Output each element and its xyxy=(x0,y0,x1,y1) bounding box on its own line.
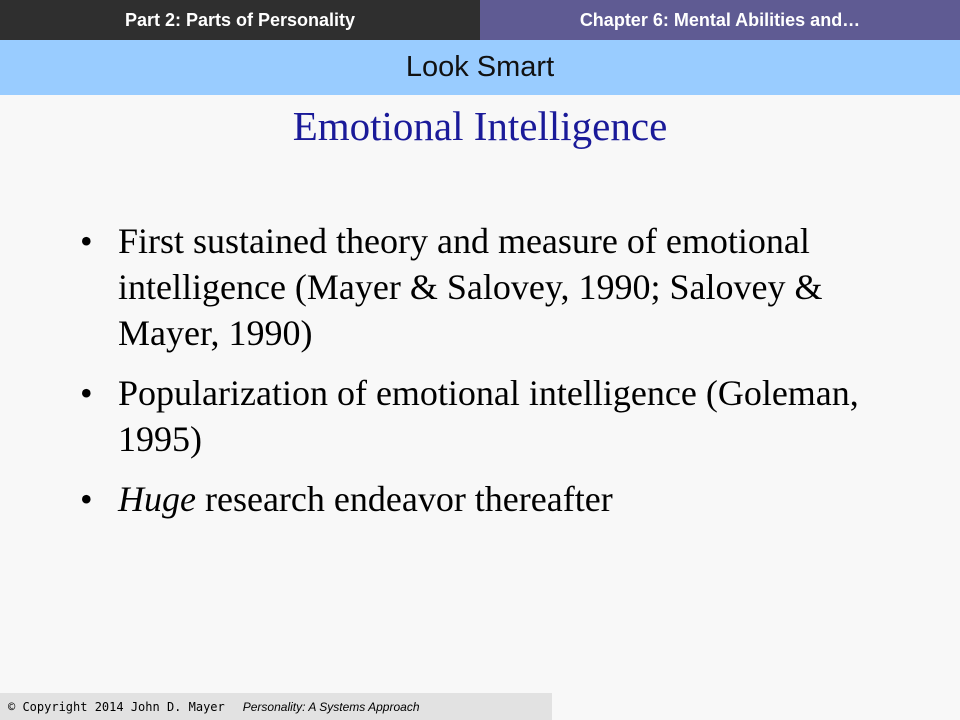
bullet-item-research xyxy=(80,476,880,522)
bullet-marker: • xyxy=(80,479,93,519)
bullet-text: Popularization of emotional intelligence (Goleman, 1995) xyxy=(118,373,859,459)
bullet-text: First sustained theory and measure of emotional intelligence (Mayer & Salovey, 1990; Salovey & Mayer, 1990) xyxy=(118,221,823,353)
chapter-label: Chapter 6: Mental Abilities and… xyxy=(480,0,960,40)
header-bar xyxy=(0,0,960,40)
bullet-marker: • xyxy=(80,221,93,261)
bullet-item-popularization xyxy=(80,370,880,462)
bullet-text: research endeavor thereafter xyxy=(195,479,613,519)
slide-title: Emotional Intelligence xyxy=(292,103,668,149)
copyright-text: © Copyright 2014 John D. Mayer xyxy=(8,699,225,714)
bullet-item-theory xyxy=(80,218,880,356)
bullet-marker: • xyxy=(80,373,93,413)
part-label: Part 2: Parts of Personality xyxy=(0,0,480,40)
section-label: Look Smart xyxy=(0,40,960,95)
footer xyxy=(0,693,552,720)
book-title: Personality: A Systems Approach xyxy=(242,699,420,714)
bullet-emphasis: Huge xyxy=(118,479,196,519)
bullet-list xyxy=(80,218,880,536)
